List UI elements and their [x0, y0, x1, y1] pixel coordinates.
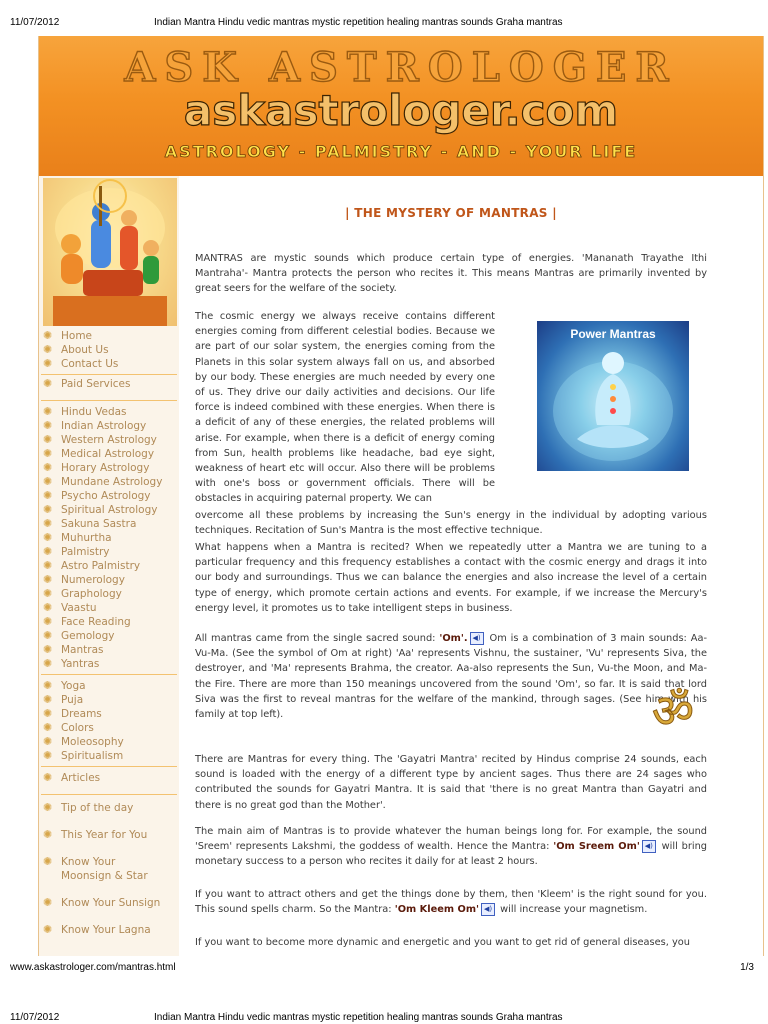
dynamic-paragraph: If you want to become more dynamic and energetic and you want to get rid of general diseases, you: [195, 937, 690, 948]
star-bullet-icon: ✺: [43, 693, 53, 706]
nav-separator: [41, 374, 177, 375]
om-paragraph-intro: All mantras came from the single sacred sound:: [195, 633, 440, 644]
banner-tagline: ASTROLOGY - PALMISTRY - AND - YOUR LIFE: [164, 142, 638, 161]
print-title: Indian Mantra Hindu vedic mantras mystic repetition healing mantras sounds Graha mantras: [154, 17, 563, 28]
cosmic-energy-paragraph-cont: overcome all these problems by increasing the Sun's energy in the individual by adopting various techniques. Recitation of Sun's Mantra is the most effective technique.: [195, 510, 707, 537]
recitation-paragraph: What happens when a Mantra is recited? When we repeatedly utter a Mantra we are tuning to a particular frequency and this frequency establishes a contact with the cosmic energy and drags it into our body and surroundings. Thus we can balance the energies and also increase the level of a certain type of energy, which promote certain actions and events. For example, if we increase the Mercury's energy level, it promotes us to take intelligent steps in business.: [195, 542, 707, 614]
sidebar-item-label: This Year for You: [61, 829, 148, 841]
sidebar-item-label: Palmistry: [61, 546, 110, 558]
star-bullet-icon: ✺: [43, 801, 53, 814]
star-bullet-icon: ✺: [43, 343, 53, 356]
star-bullet-icon: ✺: [43, 475, 53, 488]
star-bullet-icon: ✺: [43, 735, 53, 748]
print-title: Indian Mantra Hindu vedic mantras mystic repetition healing mantras sounds Graha mantras: [154, 1012, 563, 1023]
gayatri-paragraph: There are Mantras for every thing. The 'Gayatri Mantra' recited by Hindus comprise 24 sounds, each sound is loaded with the energy of a different type by ancient sages. Thus there are 24 sages who contributed the sounds for Gayatri Mantra. It is said that 'there is no great Mantra than Gayatri and there is no great god than the Mother'.: [195, 754, 707, 811]
star-bullet-icon: ✺: [43, 707, 53, 720]
star-bullet-icon: ✺: [43, 657, 53, 670]
om-paragraph-body: Om is a combination of 3 main sounds: Aa-Vu-Ma. (See the symbol of Om at right) 'Aa' represents Vishnu, the sustainer, 'Vu' represents Siva, the destroyer, and 'Ma' represents Brahma, the creator. Aa-also represents the Sun, Vu-the Moon, and Ma-the Fire. There are more than 150 meanings uncovered from the sound 'Om', so far. It is said that lord Siva was the first to reveal mantras for the welfare of the mankind, through sages. (See him with his family at top left).: [195, 633, 707, 721]
star-bullet-icon: ✺: [43, 447, 53, 460]
web-page: [38, 36, 764, 956]
star-bullet-icon: ✺: [43, 531, 53, 544]
meditation-figure-icon: [537, 321, 689, 471]
sidebar-item-label: Yoga: [61, 680, 86, 692]
sidebar-item-label: Yantras: [61, 658, 100, 670]
nav-separator: [41, 674, 177, 675]
star-bullet-icon: ✺: [43, 489, 53, 502]
sidebar-item-label: About Us: [61, 344, 109, 356]
banner-domain: askastrologer.com: [183, 86, 619, 135]
kleem-mantra: 'Om Kleem Om': [394, 904, 480, 916]
sreem-paragraph-intro: The main aim of Mantras is to provide whatever the human beings long for. For example, the sound 'Sreem' represents Lakshmi, the goddess of wealth. Hence the Mantra:: [195, 826, 707, 853]
sidebar-item-label: Dreams: [61, 708, 102, 720]
sreem-paragraph-body: will bring monetary success to a person who recites it daily for at least 2 hours.: [195, 841, 707, 868]
nav-separator: [41, 794, 177, 795]
intro-paragraph: MANTRAS are mystic sounds which produce certain type of energies. 'Mananath Trayathe Ithi Mantraha'- Mantra protects the person who recites it. This means Mantras are primarily invented by great seers for the welfare of the society.: [195, 253, 707, 295]
sidebar-item-label: Moleosophy: [61, 736, 124, 748]
sidebar-item-label: Face Reading: [61, 616, 131, 628]
sidebar-item-label: Spiritualism: [61, 750, 124, 762]
star-bullet-icon: ✺: [43, 357, 53, 370]
deity-illustration: [43, 178, 177, 326]
sidebar-item-label: Vaastu: [61, 602, 97, 614]
print-date: 11/07/2012: [10, 1012, 60, 1023]
star-bullet-icon: ✺: [43, 545, 53, 558]
site-banner[interactable]: [39, 36, 763, 176]
nav-separator: [41, 766, 177, 767]
sidebar-item-label: Mundane Astrology: [61, 476, 163, 488]
speaker-icon[interactable]: ◀): [470, 632, 484, 645]
sidebar-item-label: Tip of the day: [61, 802, 134, 814]
sidebar-item-label: Spiritual Astrology: [61, 504, 158, 516]
sidebar-item-label: Colors: [61, 722, 94, 734]
print-url: www.askastrologer.com/mantras.html: [10, 962, 176, 973]
star-bullet-icon: ✺: [43, 377, 53, 390]
sidebar-item-label: Psycho Astrology: [61, 490, 151, 502]
om-glyph: ॐ: [652, 684, 694, 738]
power-mantras-image: [537, 321, 689, 471]
om-symbol-image: [643, 681, 703, 741]
sidebar-item-label: Mantras: [61, 644, 104, 656]
banner-title: ASK ASTROLOGER: [124, 44, 678, 91]
star-bullet-icon: ✺: [43, 461, 53, 474]
power-mantras-caption: Power Mantras: [570, 327, 656, 341]
kleem-paragraph-body: will increase your magnetism.: [497, 904, 648, 916]
page-title: | THE MYSTERY OF MANTRAS |: [345, 206, 557, 220]
speaker-icon[interactable]: ◀): [481, 903, 495, 916]
sreem-mantra: 'Om Sreem Om': [553, 841, 640, 853]
star-bullet-icon: ✺: [43, 587, 53, 600]
print-page-number: 1/3: [740, 962, 754, 973]
deity-family-image: [43, 178, 177, 326]
kleem-paragraph-intro: If you want to attract others and get the things done by them, then 'Kleem' is the right sound for you. This sound spells charm. So the Mantra:: [195, 889, 707, 916]
sidebar-item-label: Astro Palmistry: [61, 560, 141, 572]
star-bullet-icon: ✺: [43, 855, 53, 868]
star-bullet-icon: ✺: [43, 643, 53, 656]
sidebar-item-label-line2: Moonsign & Star: [61, 870, 148, 882]
star-bullet-icon: ✺: [43, 503, 53, 516]
star-bullet-icon: ✺: [43, 329, 53, 342]
star-bullet-icon: ✺: [43, 433, 53, 446]
star-bullet-icon: ✺: [43, 679, 53, 692]
sidebar-item-label: Western Astrology: [61, 434, 157, 446]
print-date: 11/07/2012: [10, 17, 60, 28]
sreem-paragraph: [195, 824, 707, 870]
nav-separator: [41, 400, 177, 401]
sidebar-item-label: Know Your Sunsign: [61, 897, 161, 909]
star-bullet-icon: ✺: [43, 419, 53, 432]
star-bullet-icon: ✺: [43, 573, 53, 586]
star-bullet-icon: ✺: [43, 629, 53, 642]
sidebar-item-label: Know Your Lagna: [61, 924, 151, 936]
sidebar-item-label: Gemology: [61, 630, 115, 642]
om-paragraph: [195, 631, 707, 722]
sidebar-item-label: Medical Astrology: [61, 448, 155, 460]
star-bullet-icon: ✺: [43, 896, 53, 909]
sidebar-item-label: Articles: [61, 772, 101, 784]
om-icon: [643, 681, 703, 741]
star-bullet-icon: ✺: [43, 601, 53, 614]
star-bullet-icon: ✺: [43, 828, 53, 841]
kleem-paragraph: [195, 887, 707, 917]
sidebar-item-label: Indian Astrology: [61, 420, 147, 432]
sidebar-item-label: Muhurtha: [61, 532, 112, 544]
speaker-icon[interactable]: ◀): [642, 840, 656, 853]
sidebar-item-label: Puja: [61, 694, 84, 706]
sidebar-item-label: Graphology: [61, 588, 122, 600]
star-bullet-icon: ✺: [43, 405, 53, 418]
cosmic-energy-paragraph: The cosmic energy we always receive contains different energies coming from different celestial bodies. Because we are part of our solar system, the energies coming from the Planets in this solar system always fall on us, and absorbed by our body. These energies are much needed by every one of us. They drive our daily activities and decisions. Our life force is indeed combined with these energies. When there is a deficit of any of these energies, the related problems will arise. For example, when there is a deficit of energy coming from Sun, health problems like headache, bad eye sight, weakness of heart etc will occur. Also there will be problems with one's boss or government officials. There will be obstacles in acquiring paternal property. We can: [195, 311, 495, 505]
star-bullet-icon: ✺: [43, 517, 53, 530]
sidebar-item-label: Home: [61, 330, 93, 342]
sidebar-item-label: Sakuna Sastra: [61, 518, 137, 530]
sidebar-item-label: Contact Us: [61, 358, 119, 370]
sidebar-item-label: Numerology: [61, 574, 125, 586]
om-word: 'Om'.: [439, 633, 468, 644]
star-bullet-icon: ✺: [43, 721, 53, 734]
star-bullet-icon: ✺: [43, 615, 53, 628]
sidebar: [39, 176, 179, 956]
star-bullet-icon: ✺: [43, 771, 53, 784]
star-bullet-icon: ✺: [43, 749, 53, 762]
sidebar-item-label: Hindu Vedas: [61, 406, 127, 418]
star-bullet-icon: ✺: [43, 559, 53, 572]
sidebar-item-label: Horary Astrology: [61, 462, 150, 474]
star-bullet-icon: ✺: [43, 923, 53, 936]
sidebar-item-label: Know Your: [61, 856, 116, 868]
sidebar-item-label: Paid Services: [61, 378, 131, 390]
